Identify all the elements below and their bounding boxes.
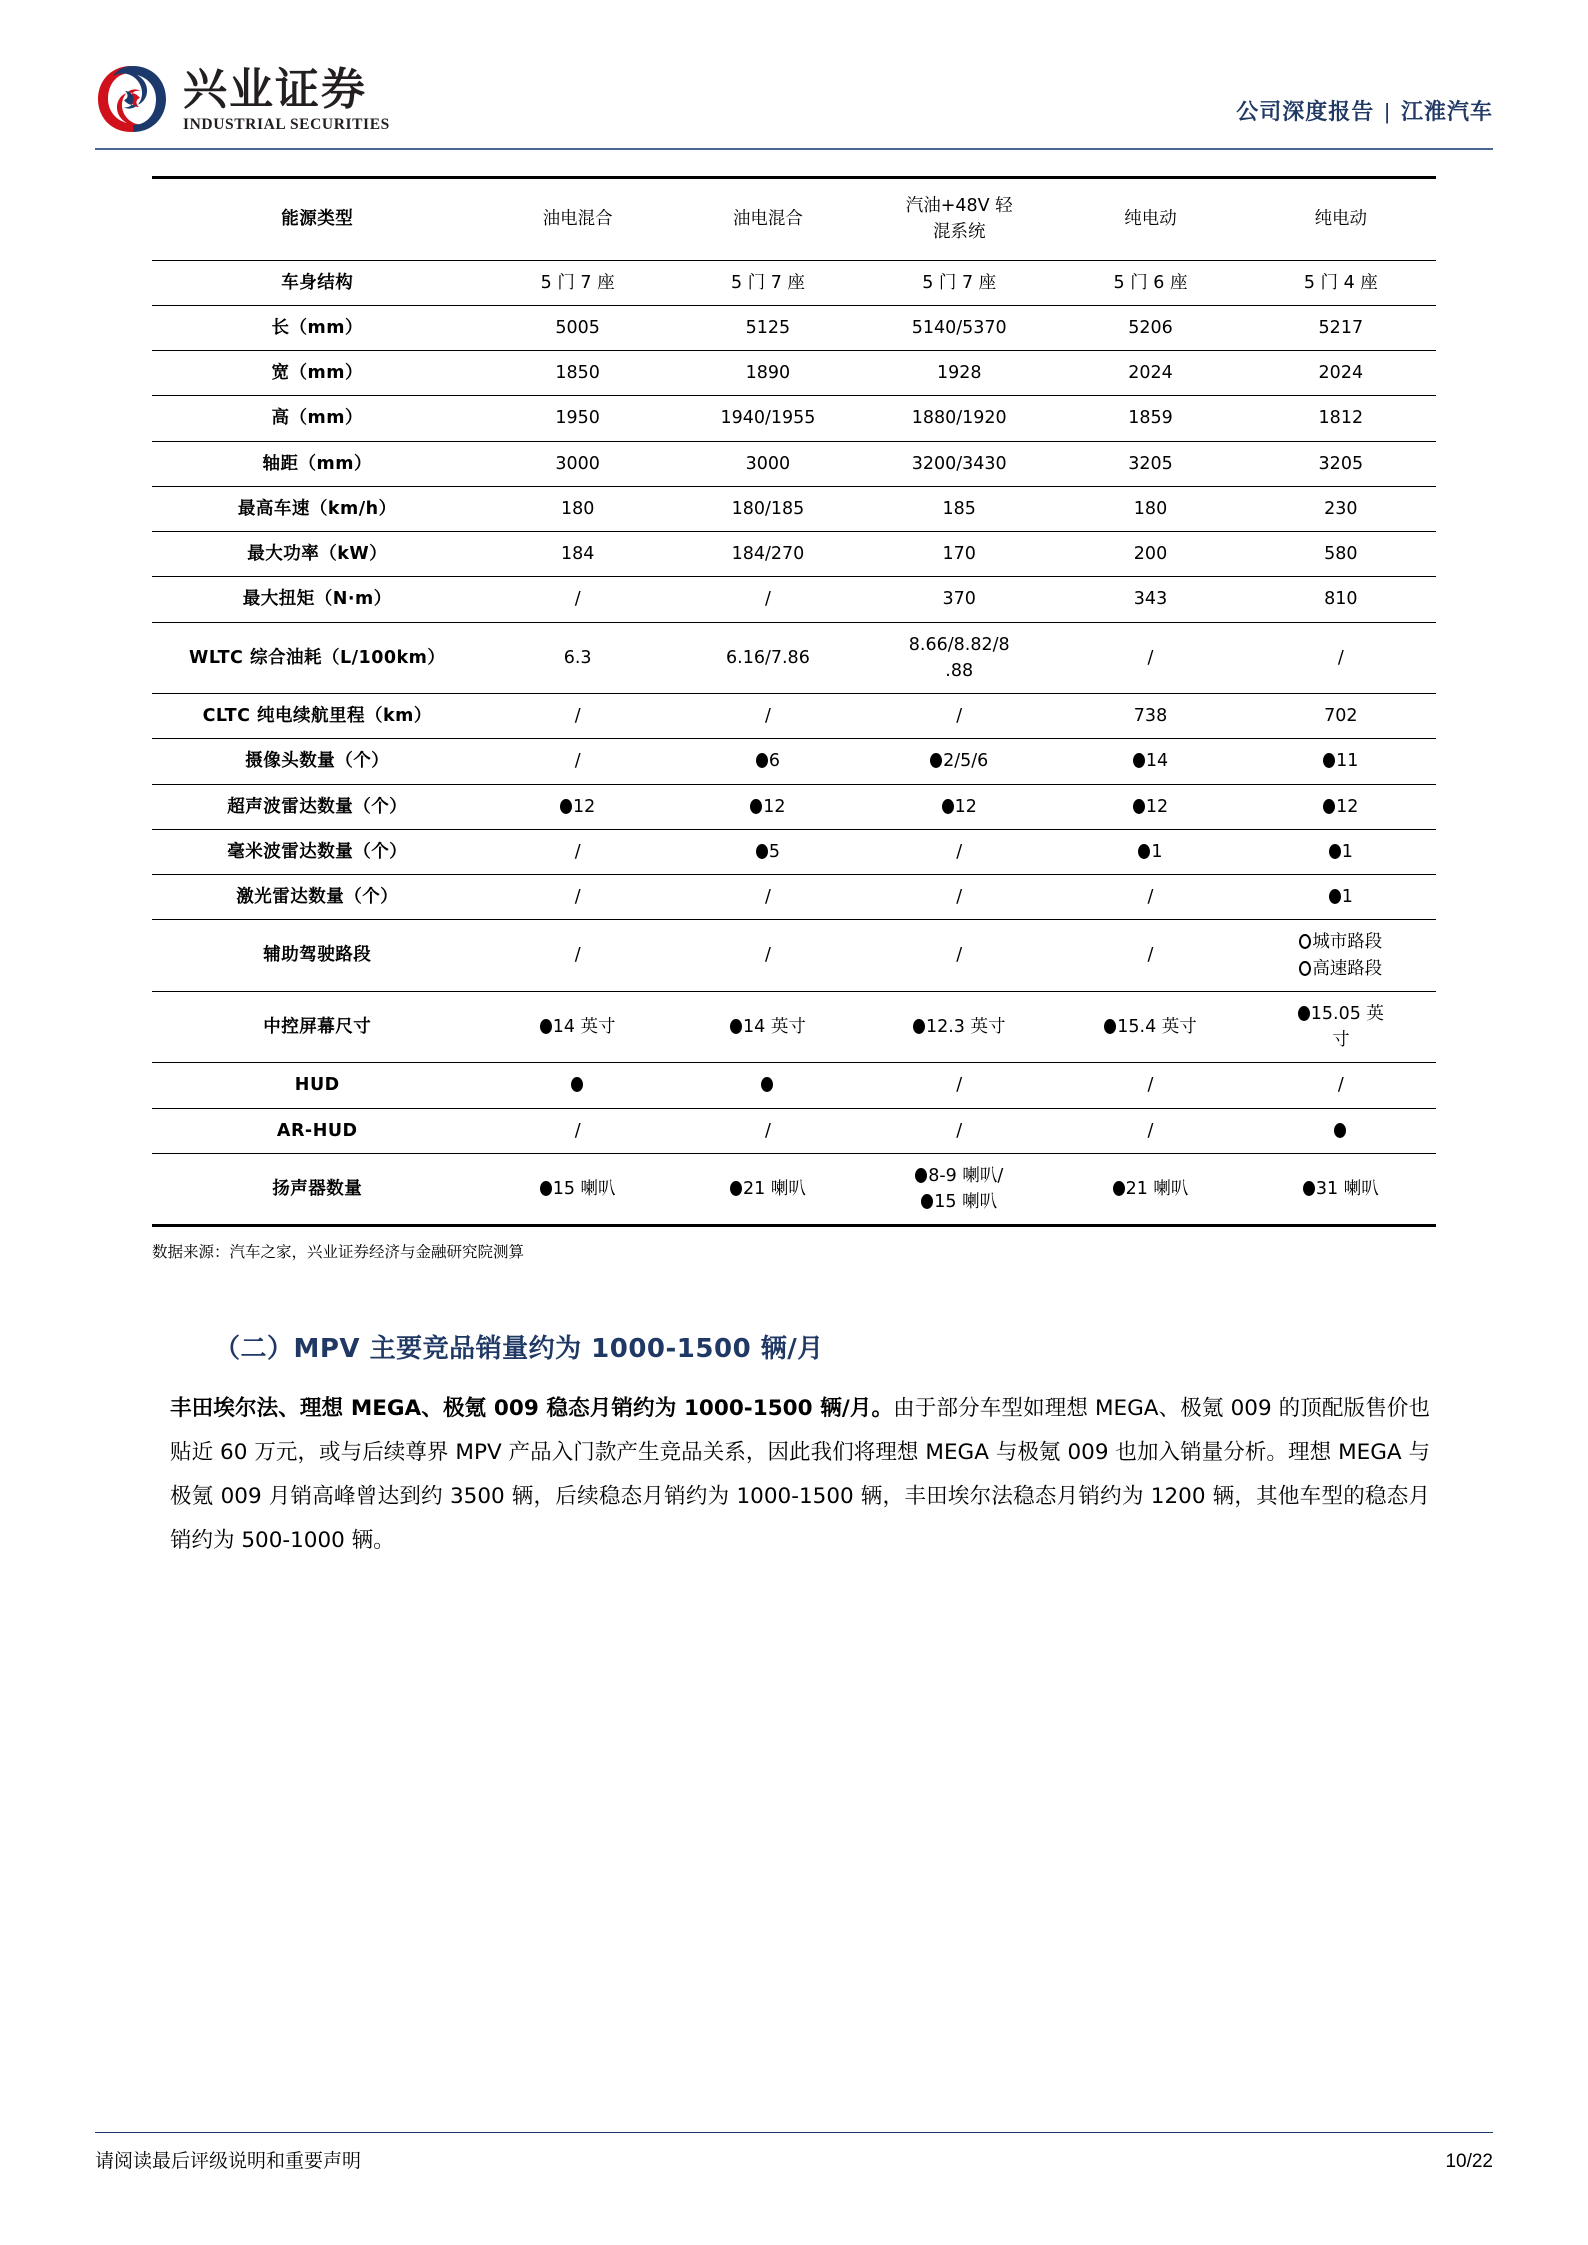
cell-line: /	[956, 945, 963, 966]
table-cell	[483, 875, 673, 920]
cell-line: 1812	[1318, 408, 1364, 429]
table-cell	[1055, 991, 1245, 1063]
filled-marker-icon	[761, 1077, 773, 1092]
table-cell	[1055, 622, 1245, 694]
cell-line: 21 喇叭	[676, 1176, 860, 1202]
table-cell	[1055, 920, 1245, 992]
filled-marker-icon	[756, 753, 768, 768]
table-cell	[863, 305, 1055, 350]
table-cell	[863, 1108, 1055, 1153]
section-heading: （二）MPV 主要竞品销量约为 1000-1500 辆/月	[214, 1334, 824, 1365]
table-cell	[1246, 1153, 1436, 1226]
cell-line: /	[574, 589, 581, 610]
table-cell	[863, 178, 1055, 261]
cell-line: 12.3 英寸	[866, 1014, 1052, 1040]
table-row	[152, 739, 1436, 784]
table-row	[152, 622, 1436, 694]
cell-line: 5	[676, 839, 860, 865]
filled-marker-icon	[1133, 799, 1145, 814]
cell-line: 12	[486, 794, 670, 820]
brand-text-block	[183, 64, 390, 136]
cell-line: 31 喇叭	[1249, 1176, 1433, 1202]
cell-line: 702	[1324, 706, 1358, 726]
paragraph-body-text: 由于部分车型如理想 MEGA、极氪 009 的顶配版售价也贴近 60 万元，或与后续尊界 MPV 产品入门款产生竞品关系，因此我们将理想 MEGA 与极氪 009 也加入销量分析。理想 MEGA 与极氪 009 月销高峰曾达到约 3500 辆，后续稳态月销约为 1000-1500 辆，丰田埃尔法稳态月销约为 1200 辆，其他车型的稳态月销约为 500-1000 辆。	[170, 1396, 1430, 1554]
table-cell	[1246, 622, 1436, 694]
table-cell	[673, 441, 863, 486]
cell-line: 2024	[1318, 363, 1364, 383]
table-cell	[1055, 441, 1245, 486]
table-cell	[483, 784, 673, 829]
cell-line: 180	[560, 498, 595, 519]
table-cell	[1055, 305, 1245, 350]
table-cell	[483, 260, 673, 305]
cell-line: 1859	[1128, 408, 1173, 429]
table-cell	[1055, 351, 1245, 396]
cell-line: 5005	[555, 317, 600, 338]
cell-line: 纯电动	[1124, 209, 1177, 230]
table-cell	[483, 1108, 673, 1153]
table-cell	[1055, 1153, 1245, 1226]
table-cell	[863, 532, 1055, 577]
cell-line: 5 门 7 座	[540, 272, 615, 293]
cell-line: 5217	[1318, 317, 1364, 338]
table-row	[152, 694, 1436, 739]
filled-marker-icon	[750, 799, 762, 814]
table-cell	[673, 875, 863, 920]
table-cell	[673, 694, 863, 739]
cell-line: 343	[1133, 589, 1168, 610]
table-cell	[483, 1153, 673, 1226]
filled-marker-icon	[1104, 1019, 1116, 1034]
cell-line: 12	[1058, 794, 1242, 820]
table-cell	[673, 1063, 863, 1108]
cell-line	[1249, 1118, 1433, 1144]
cell-line	[676, 1072, 860, 1098]
brand-logo	[95, 62, 390, 140]
row-label: 超声波雷达数量（个）	[152, 784, 483, 829]
table-row	[152, 991, 1436, 1063]
row-label: 能源类型	[152, 178, 483, 261]
table-cell	[673, 920, 863, 992]
table-cell	[1055, 784, 1245, 829]
table-cell	[863, 260, 1055, 305]
filled-marker-icon	[1113, 1181, 1125, 1196]
cell-line: 180/185	[731, 498, 805, 519]
table-cell	[1246, 441, 1436, 486]
cell-line: 580	[1324, 544, 1358, 564]
cell-line: 15 喇叭	[486, 1176, 670, 1202]
table-row	[152, 486, 1436, 531]
cell-line: 21 喇叭	[1058, 1176, 1242, 1202]
table-cell	[483, 991, 673, 1063]
cell-line: 3000	[745, 453, 791, 474]
cell-line: /	[574, 841, 581, 862]
row-label: 辅助驾驶路段	[152, 920, 483, 992]
table-cell	[863, 1063, 1055, 1108]
cell-line: 油电混合	[542, 209, 613, 230]
table-cell	[483, 396, 673, 441]
cell-line: 185	[942, 498, 976, 519]
cell-line: /	[1337, 1075, 1344, 1096]
table-cell	[1055, 739, 1245, 784]
cell-line: /	[956, 841, 963, 862]
cell-line: 12	[676, 794, 860, 820]
table-cell	[1246, 351, 1436, 396]
cell-line: /	[956, 1075, 963, 1096]
table-cell	[863, 694, 1055, 739]
cell-line: 184/270	[731, 544, 805, 564]
table-row	[152, 875, 1436, 920]
table-row	[152, 1063, 1436, 1108]
cell-line: 14	[1058, 748, 1242, 774]
table-cell	[673, 178, 863, 261]
table-cell	[1055, 829, 1245, 874]
vehicle-spec-table	[152, 176, 1436, 1227]
cell-line: /	[956, 1120, 963, 1141]
cell-line: 6.16/7.86	[726, 647, 810, 668]
filled-marker-icon	[1329, 889, 1341, 904]
table-cell	[483, 1063, 673, 1108]
table-cell	[483, 532, 673, 577]
table-cell	[673, 1153, 863, 1226]
body-paragraph	[152, 1387, 1436, 1563]
table-row	[152, 441, 1436, 486]
hollow-marker-icon	[1299, 934, 1311, 949]
table-cell	[483, 829, 673, 874]
row-label: 高（mm）	[152, 396, 483, 441]
table-row	[152, 1153, 1436, 1226]
table-cell	[483, 351, 673, 396]
table-cell	[863, 991, 1055, 1063]
table-cell	[673, 396, 863, 441]
cell-line: 11	[1249, 748, 1433, 774]
cell-line: 1	[1249, 839, 1433, 865]
filled-marker-icon	[1323, 753, 1335, 768]
filled-marker-icon	[1138, 844, 1150, 859]
table-cell	[483, 739, 673, 784]
brand-name-cn: 兴业证券	[183, 64, 367, 116]
row-label: HUD	[152, 1063, 483, 1108]
cell-line: 810	[1324, 589, 1358, 610]
table-row	[152, 396, 1436, 441]
filled-marker-icon	[1329, 844, 1341, 859]
cell-line: /	[956, 887, 963, 907]
row-label: 最大功率（kW）	[152, 532, 483, 577]
table-cell	[483, 178, 673, 261]
table-cell	[863, 486, 1055, 531]
header-separator: |	[1384, 99, 1391, 124]
table-cell	[483, 441, 673, 486]
cell-line: /	[764, 589, 771, 610]
table-cell	[863, 829, 1055, 874]
article-content	[152, 1328, 1436, 1563]
filled-marker-icon	[1298, 1006, 1310, 1021]
cell-line: /	[574, 751, 581, 772]
table-cell	[1055, 694, 1245, 739]
table-cell	[1246, 875, 1436, 920]
table-cell	[673, 532, 863, 577]
table-cell	[673, 784, 863, 829]
table-cell	[673, 829, 863, 874]
filled-marker-icon	[730, 1181, 742, 1196]
table-cell	[863, 784, 1055, 829]
cell-line: 1950	[555, 408, 600, 429]
row-label: AR-HUD	[152, 1108, 483, 1153]
cell-line: 12	[866, 794, 1052, 820]
table-cell	[1055, 875, 1245, 920]
table-cell	[863, 441, 1055, 486]
table-cell	[1055, 486, 1245, 531]
table-cell	[1246, 1108, 1436, 1153]
cell-line	[486, 1072, 670, 1098]
industrial-securities-logo-icon	[95, 62, 169, 136]
cell-line: 1940/1955	[720, 408, 816, 429]
filled-marker-icon	[560, 799, 572, 814]
cell-line: 200	[1133, 544, 1168, 564]
table-row	[152, 260, 1436, 305]
row-label: 中控屏幕尺寸	[152, 991, 483, 1063]
filled-marker-icon	[915, 1168, 927, 1183]
cell-line: /	[1147, 1075, 1154, 1096]
cell-line: 1	[1249, 884, 1433, 910]
filled-marker-icon	[1303, 1181, 1315, 1196]
cell-line: /	[764, 1120, 771, 1141]
cell-line: 5 门 7 座	[922, 272, 997, 293]
row-label: 宽（mm）	[152, 351, 483, 396]
cell-line: 1890	[745, 363, 791, 383]
cell-line: 1928	[936, 363, 982, 383]
table-cell	[483, 622, 673, 694]
cell-line: 油电混合	[732, 209, 803, 230]
table-cell	[673, 991, 863, 1063]
cell-line: 15.4 英寸	[1058, 1014, 1242, 1040]
table-cell	[1246, 829, 1436, 874]
cell-line: /	[1147, 647, 1154, 668]
row-label: 车身结构	[152, 260, 483, 305]
cell-line: /	[764, 945, 771, 966]
cell-line: /	[574, 887, 581, 907]
table-cell	[1246, 1063, 1436, 1108]
table-cell	[1055, 396, 1245, 441]
table-cell	[673, 486, 863, 531]
row-label: 最大扭矩（N·m）	[152, 577, 483, 622]
cell-line: /	[574, 945, 581, 966]
row-label: 最高车速（km/h）	[152, 486, 483, 531]
table-row	[152, 1108, 1436, 1153]
cell-line: 5 门 4 座	[1303, 272, 1378, 293]
cell-line: 1850	[555, 363, 600, 383]
table-cell	[1246, 260, 1436, 305]
cell-line: /	[1147, 887, 1154, 907]
filled-marker-icon	[1334, 1123, 1346, 1138]
table-source-note: 数据来源：汽车之家，兴业证券经济与金融研究院测算	[152, 1243, 525, 1262]
table-cell	[483, 577, 673, 622]
company-name: 江淮汽车	[1400, 99, 1493, 124]
table-cell	[1055, 1063, 1245, 1108]
table-row	[152, 532, 1436, 577]
header-report-label	[1236, 95, 1493, 140]
cell-line: 3205	[1318, 453, 1364, 474]
cell-line: 15.05 英	[1249, 1001, 1433, 1027]
cell-line: 8.66/8.82/8	[908, 634, 1010, 655]
cell-line: 230	[1324, 498, 1358, 519]
page-number: 10/22	[1445, 2151, 1493, 2172]
table-cell	[1055, 532, 1245, 577]
table-cell	[1246, 920, 1436, 992]
table-cell	[673, 622, 863, 694]
cell-line: 14 英寸	[676, 1014, 860, 1040]
header-divider	[95, 148, 1493, 150]
cell-line: /	[1337, 647, 1344, 668]
table-cell	[1246, 178, 1436, 261]
table-row	[152, 305, 1436, 350]
cell-line: 5125	[745, 317, 791, 338]
cell-line: 6.3	[563, 647, 592, 668]
cell-line: 2024	[1128, 363, 1173, 383]
table-cell	[1055, 178, 1245, 261]
table-row	[152, 577, 1436, 622]
row-label: 长（mm）	[152, 305, 483, 350]
cell-line: /	[764, 706, 771, 726]
table-cell	[1246, 739, 1436, 784]
filled-marker-icon	[921, 1194, 933, 1209]
table-row	[152, 178, 1436, 261]
table-cell	[863, 739, 1055, 784]
cell-line: 6	[676, 748, 860, 774]
table-row	[152, 920, 1436, 992]
row-label: 毫米波雷达数量（个）	[152, 829, 483, 874]
row-label: WLTC 综合油耗（L/100km）	[152, 622, 483, 694]
table-cell	[483, 694, 673, 739]
row-label: CLTC 纯电续航里程（km）	[152, 694, 483, 739]
table-cell	[673, 260, 863, 305]
cell-line: /	[1147, 1120, 1154, 1141]
table-cell	[483, 486, 673, 531]
cell-line: .88	[945, 660, 974, 681]
filled-marker-icon	[1133, 753, 1145, 768]
table-cell	[1055, 1108, 1245, 1153]
table-cell	[863, 577, 1055, 622]
cell-line: 12	[1249, 794, 1433, 820]
filled-marker-icon	[942, 799, 954, 814]
row-label: 轴距（mm）	[152, 441, 483, 486]
cell-line: /	[574, 706, 581, 726]
cell-line: 汽油+48V 轻	[905, 196, 1013, 216]
cell-line: 5140/5370	[911, 317, 1007, 338]
cell-line: 170	[942, 544, 976, 564]
table-cell	[863, 351, 1055, 396]
row-label: 激光雷达数量（个）	[152, 875, 483, 920]
spec-table-container	[152, 176, 1436, 1227]
filled-marker-icon	[1323, 799, 1335, 814]
report-type: 公司深度报告	[1236, 99, 1375, 124]
cell-line: 高速路段	[1249, 956, 1433, 982]
filled-marker-icon	[730, 1019, 742, 1034]
cell-line: 8-9 喇叭/	[866, 1163, 1052, 1189]
cell-line: 纯电动	[1314, 209, 1368, 230]
cell-line: 3200/3430	[911, 453, 1007, 474]
brand-name-en: INDUSTRIAL SECURITIES	[183, 116, 390, 133]
filled-marker-icon	[540, 1181, 552, 1196]
filled-marker-icon	[913, 1019, 925, 1034]
table-cell	[1246, 577, 1436, 622]
footer-disclaimer: 请阅读最后评级说明和重要声明	[95, 2150, 362, 2172]
table-row	[152, 351, 1436, 396]
filled-marker-icon	[756, 844, 768, 859]
cell-line: 5 门 7 座	[730, 272, 805, 293]
row-label: 摄像头数量（个）	[152, 739, 483, 784]
cell-line: 1	[1058, 839, 1242, 865]
cell-line: 2/5/6	[866, 748, 1052, 774]
table-cell	[1246, 532, 1436, 577]
table-cell	[1246, 396, 1436, 441]
table-cell	[1246, 694, 1436, 739]
table-cell	[673, 1108, 863, 1153]
cell-line: 14 英寸	[486, 1014, 670, 1040]
table-cell	[1246, 486, 1436, 531]
table-cell	[1055, 260, 1245, 305]
cell-line: 5206	[1128, 317, 1173, 338]
paragraph-lead-bold: 丰田埃尔法、理想 MEGA、极氪 009 稳态月销约为 1000-1500 辆/月。	[170, 1396, 894, 1422]
cell-line: 混系统	[932, 222, 986, 243]
table-cell	[673, 351, 863, 396]
table-cell	[863, 396, 1055, 441]
table-cell	[673, 305, 863, 350]
table-cell	[483, 305, 673, 350]
cell-line: 180	[1133, 498, 1168, 519]
cell-line: 5 门 6 座	[1113, 272, 1188, 293]
cell-line: 城市路段	[1249, 929, 1433, 955]
table-cell	[1246, 305, 1436, 350]
table-cell	[863, 1153, 1055, 1226]
page-footer	[95, 2132, 1493, 2173]
cell-line: /	[956, 706, 963, 726]
filled-marker-icon	[540, 1019, 552, 1034]
row-label: 扬声器数量	[152, 1153, 483, 1226]
cell-line: 184	[560, 544, 595, 564]
table-cell	[863, 622, 1055, 694]
cell-line: 1880/1920	[911, 408, 1007, 429]
table-cell	[1246, 991, 1436, 1063]
cell-line: /	[764, 887, 771, 907]
table-cell	[863, 875, 1055, 920]
table-cell	[483, 920, 673, 992]
cell-line: 370	[942, 589, 976, 610]
cell-line: 738	[1133, 706, 1168, 726]
table-cell	[863, 920, 1055, 992]
cell-line: 3205	[1128, 453, 1173, 474]
table-row	[152, 829, 1436, 874]
cell-line: /	[574, 1120, 581, 1141]
cell-line: 3000	[555, 453, 600, 474]
table-cell	[1246, 784, 1436, 829]
table-row	[152, 784, 1436, 829]
cell-line: 15 喇叭	[866, 1189, 1052, 1215]
page-header	[0, 0, 1588, 140]
cell-line: /	[1147, 945, 1154, 966]
table-cell	[673, 577, 863, 622]
filled-marker-icon	[930, 753, 942, 768]
filled-marker-icon	[571, 1077, 583, 1092]
hollow-marker-icon	[1299, 961, 1311, 976]
table-cell	[673, 739, 863, 784]
cell-line: 寸	[1332, 1030, 1350, 1050]
table-cell	[1055, 577, 1245, 622]
